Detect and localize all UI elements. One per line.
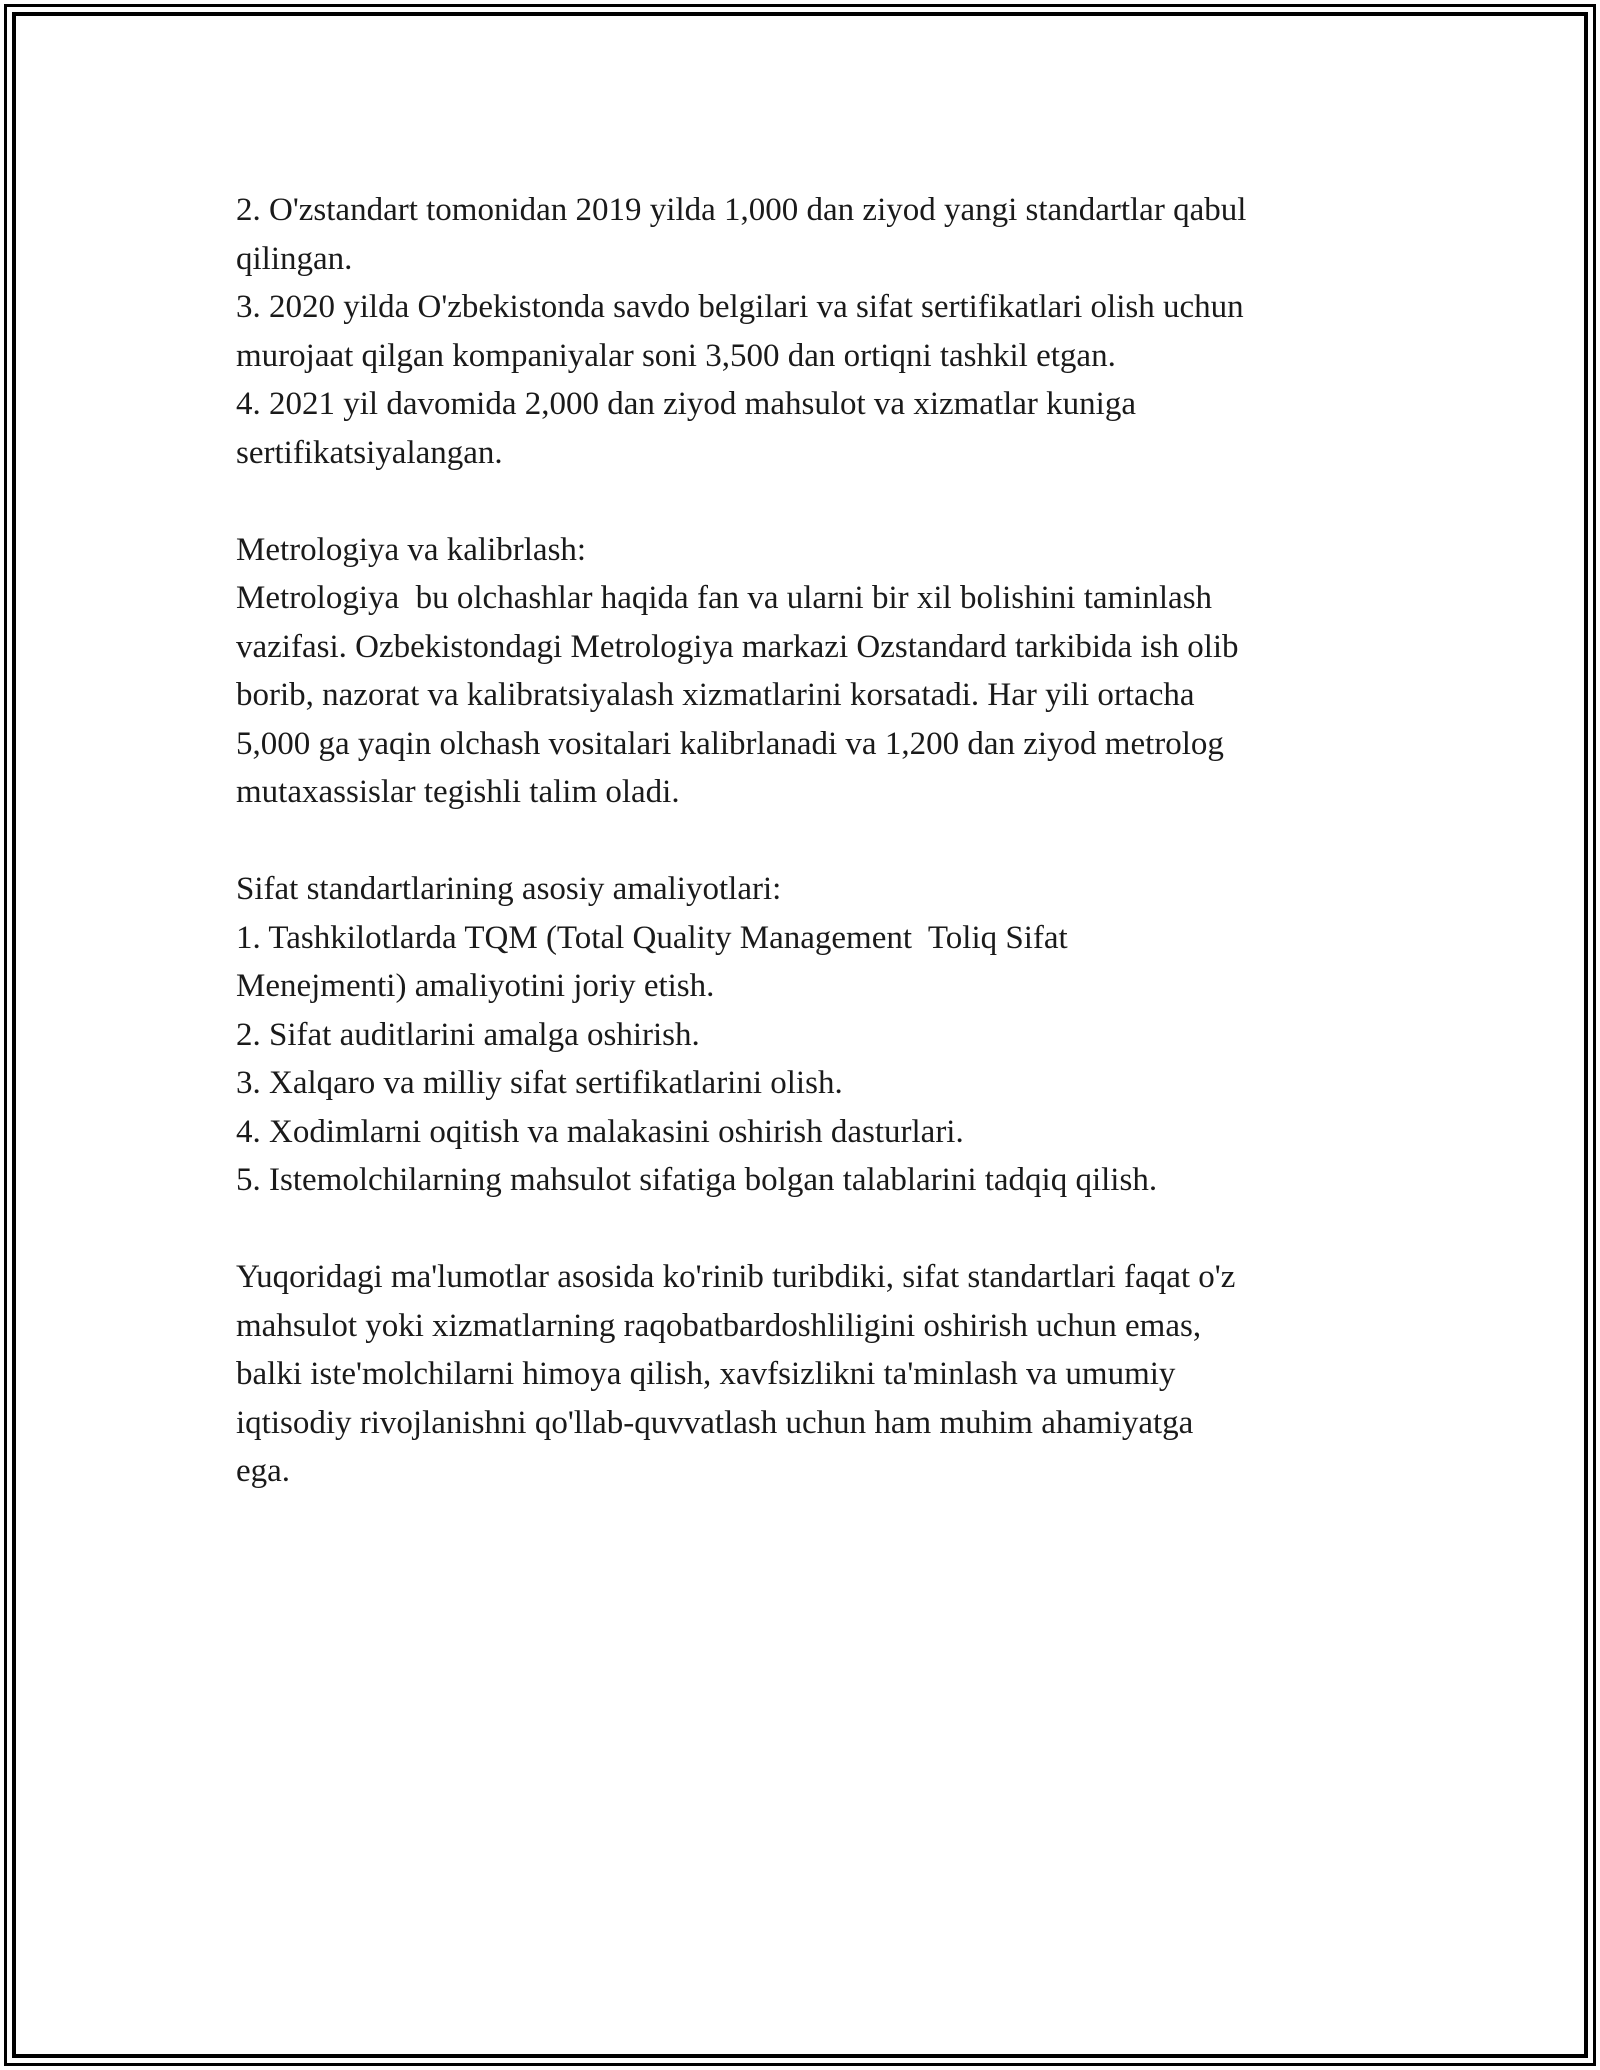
text-line: vazifasi. Ozbekistondagi Metrologiya markazi Ozstandard tarkibida ish olib (236, 628, 1239, 665)
text-line: 2. O'zstandart tomonidan 2019 yilda 1,000 dan ziyod yangi standartlar qabul (236, 192, 1247, 228)
text-line: Yuqoridagi ma'lumotlar asosida ko'rinib turibdiki, sifat standartlari faqat o'z (236, 1259, 1236, 1295)
text-line: qilingan. (236, 240, 353, 277)
list-item: 3. Xalqaro va milliy sifat sertifikatlarini olish. (236, 1065, 843, 1101)
text-line: 5,000 ga yaqin olchash vositalari kalibrlanadi va 1,200 dan ziyod metrolog (236, 725, 1224, 762)
list-item: 5. Istemolchilarning mahsulot sifatiga bolgan talablarini tadqiq qilish. (236, 1162, 1158, 1198)
text-line: Metrologiya bu olchashlar haqida fan va ularni bir xil bolishini taminlash (236, 580, 1213, 616)
list-item: 4. Xodimlarni oqitish va malakasini oshirish dasturlari. (236, 1113, 964, 1150)
list-item: Menejmenti) amaliyotini joriy etish. (236, 968, 715, 1004)
conclusion-paragraph (236, 1253, 1366, 1496)
text-line: mahsulot yoki xizmatlarning raqobatbardoshliligini oshirish uchun emas, (236, 1307, 1202, 1344)
section-heading: Metrologiya va kalibrlash: (236, 531, 587, 568)
document-body (236, 186, 1366, 1544)
text-line: murojaat qilgan kompaniyalar soni 3,500 dan ortiqni tashkil etgan. (236, 337, 1116, 374)
practices-section (236, 865, 1366, 1205)
text-line: mutaxassislar tegishli talim oladi. (236, 774, 680, 810)
text-line: ega. (236, 1453, 291, 1489)
metrology-section (236, 526, 1366, 817)
statistics-list (236, 186, 1366, 477)
text-line: sertifikatsiyalangan. (236, 434, 503, 471)
list-item: 2. Sifat auditlarini amalga oshirish. (236, 1016, 700, 1053)
text-line: iqtisodiy rivojlanishni qo'llab-quvvatlash uchun ham muhim ahamiyatga (236, 1404, 1194, 1441)
list-item: 1. Tashkilotlarda TQM (Total Quality Management Toliq Sifat (236, 919, 1068, 956)
text-line: balki iste'molchilarni himoya qilish, xavfsizlikni ta'minlash va umumiy (236, 1356, 1176, 1392)
text-line: borib, nazorat va kalibratsiyalash xizmatlarini korsatadi. Har yili ortacha (236, 677, 1195, 713)
text-line: 3. 2020 yilda O'zbekistonda savdo belgilari va sifat sertifikatlari olish uchun (236, 289, 1244, 325)
section-heading: Sifat standartlarining asosiy amaliyotlari: (236, 871, 782, 907)
text-line: 4. 2021 yil davomida 2,000 dan ziyod mahsulot va xizmatlar kuniga (236, 386, 1136, 422)
